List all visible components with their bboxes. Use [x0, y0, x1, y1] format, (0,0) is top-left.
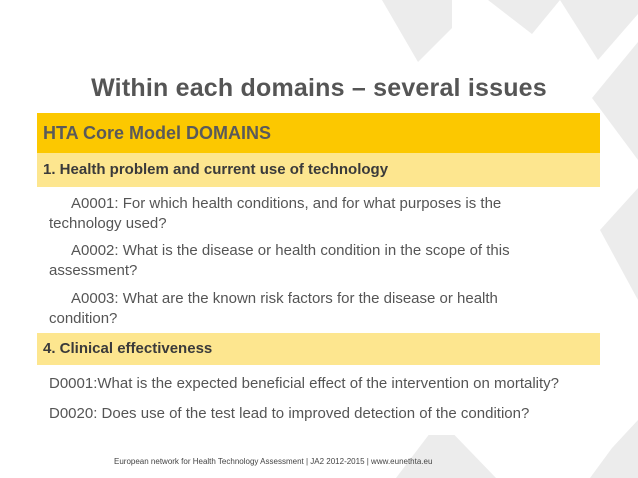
- question-line: technology used?: [49, 215, 167, 232]
- question-a0001: [37, 187, 600, 237]
- footer-text: European network for Health Technology Assessment | JA2 2012-2015 | www.eunethta.eu: [114, 457, 433, 466]
- section-heading-health-problem: 1. Health problem and current use of technology: [37, 153, 600, 187]
- deco-shape-top-right: [560, 0, 638, 60]
- question-line: A0003: What are the known risk factors for the disease or health: [71, 290, 498, 307]
- question-line: assessment?: [49, 262, 138, 279]
- question-a0002: [37, 237, 600, 285]
- domains-table: [37, 113, 600, 435]
- deco-shape-top-mid: [488, 0, 560, 34]
- section-heading-clinical-effectiveness: 4. Clinical effectiveness: [37, 333, 600, 365]
- deco-shape-right-mid: [600, 188, 638, 300]
- slide-title: Within each domains – several issues: [91, 74, 547, 102]
- table-header: HTA Core Model DOMAINS: [37, 113, 600, 153]
- question-d0020: [37, 403, 600, 435]
- question-line: condition?: [49, 310, 118, 327]
- question-line: A0001: For which health conditions, and for what purposes is the: [71, 195, 502, 212]
- question-line: A0002: What is the disease or health condition in the scope of this: [71, 242, 510, 259]
- deco-shape-top-left: [382, 0, 452, 62]
- question-d0001: [37, 365, 600, 403]
- question-a0003: [37, 285, 600, 333]
- question-line: D0020: Does use of the test lead to improved detection of the condition?: [49, 405, 530, 422]
- question-line: D0001:What is the expected beneficial effect of the intervention on mortality?: [49, 375, 560, 392]
